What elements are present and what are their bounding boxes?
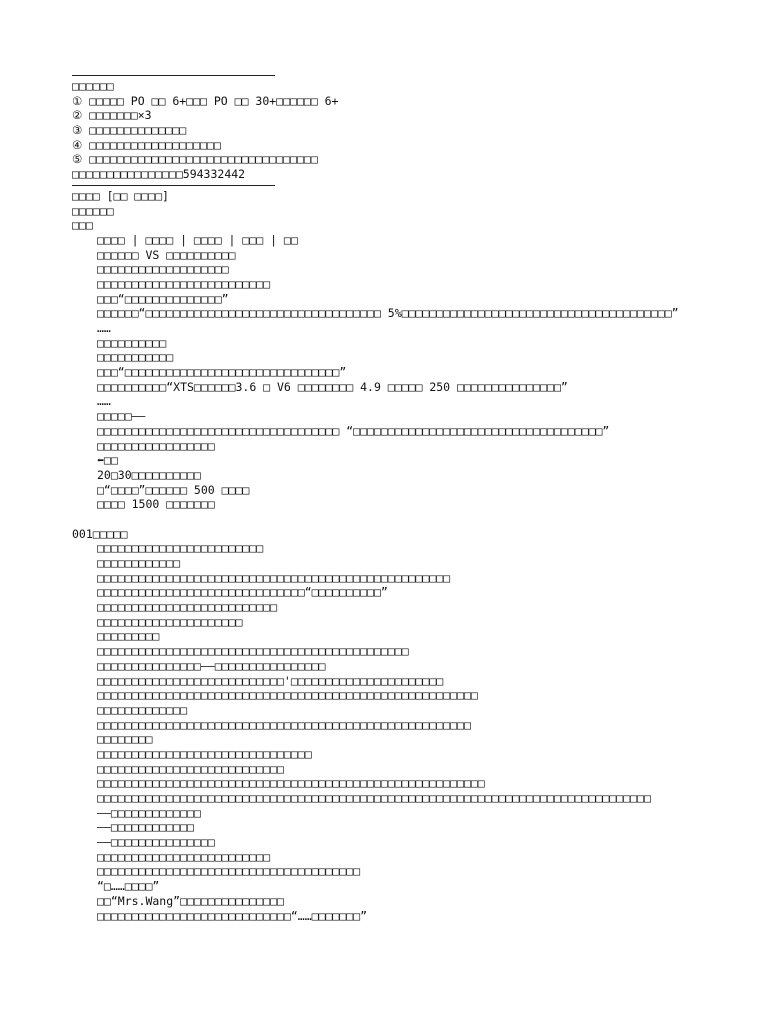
intro-line: □□□□□□□□□□ bbox=[97, 335, 167, 350]
ad-contact-line: □□□□□□□□□□□□□□□□594332442 bbox=[72, 167, 246, 182]
intro-ellipsis: …… bbox=[97, 321, 111, 335]
chapter-body bbox=[72, 541, 712, 923]
chapter-line: □□□□□□□□□□□□ bbox=[97, 556, 181, 570]
ad-line: ⑤ □□□□□□□□□□□□□□□□□□□□□□□□□□□□□□□□□ bbox=[72, 152, 318, 167]
chapter-line: □□□□□□□□□□□□□□□□□□□□□□□□□□□□□□“□□□□□□□□□□” bbox=[97, 585, 388, 600]
intro-line: □□□□ 1500 □□□□□□□ bbox=[97, 497, 215, 512]
section-gap bbox=[72, 512, 712, 527]
intro-line: □“□□□□”□□□□□□ 500 □□□□ bbox=[97, 482, 250, 497]
intro-line: □□□□□□ VS □□□□□□□□□□ bbox=[97, 247, 236, 262]
chapter-line: □□□□□□□□□□□□□□□□□□□□□ bbox=[97, 614, 243, 629]
book-subline: □□□□□□ bbox=[72, 203, 114, 218]
intro-line: □□□“□□□□□□□□□□□□□□□□□□□□□□□□□□□□□□□” bbox=[97, 365, 347, 380]
chapter-line: □□□□□□□□□□□□□□□□□□□□□□□□□□□□□□□□□□□□□□□□□□□□□ bbox=[97, 644, 409, 659]
ad-block bbox=[72, 79, 712, 182]
bottom-divider bbox=[72, 182, 712, 189]
intro-line: □□□□□□□□□□“XTS□□□□□□3.6 □ V6 □□□□□□□□ 4.9 □□□□□ 250 □□□□□□□□□□□□□□□” bbox=[97, 379, 568, 394]
intro-line: □□□□□□□□□□□□□□□□□□□□□□□□□ bbox=[97, 276, 271, 291]
intro-line: □□□□□□□□□□□□□□□□□□□ bbox=[97, 262, 229, 277]
chapter-line: □□□□□□□□□□□□□□□□□□□□□□□□□□□'□□□□□□□□□□□□□□□□□□□□□□ bbox=[97, 673, 444, 688]
intro-line: □□□□□□□□□□□□□□□□□ bbox=[97, 438, 215, 453]
chapter-dash-line: ——□□□□□□□□□□□□□□□ bbox=[97, 835, 215, 850]
chapter-line: □□□□□□□□□□□□□□□□□□□□□□□□□ bbox=[97, 849, 271, 864]
chapter-line: □□□□□□□□ bbox=[97, 732, 153, 747]
intro-line: □□□□□□□□□□□□□□□□□□□□□□□□□□□□□□□□□□□ “□□□□□□□□□□□□□□□□□□□□□□□□□□□□□□□□□□□□” bbox=[97, 423, 610, 438]
chapter-line: □□□□□□□□□□□□□ bbox=[97, 702, 188, 717]
ad-line: ② □□□□□□□×3 bbox=[72, 108, 152, 123]
intro-line: 20□30□□□□□□□□□□ bbox=[97, 467, 201, 482]
ad-line: ③ □□□□□□□□□□□□□□ bbox=[72, 123, 187, 138]
intro-tags-line: □□□□ | □□□□ | □□□□ | □□□ | □□ bbox=[97, 232, 298, 247]
intro-line: □□□□□—— bbox=[97, 409, 146, 424]
chapter-dash-line: ——□□□□□□□□□□□□□ bbox=[97, 805, 201, 820]
chapter-line: □□□□□□□□□□□□□□□□□□□□□□□□□□□□□□□□□□□□□□□□□□□□□□□□□□□ bbox=[97, 570, 451, 585]
chapter-line: □□□□□□□□□□□□□□□□□□□□□□□□□□ bbox=[97, 600, 278, 615]
ad-line: □□□□□□ bbox=[72, 79, 114, 93]
intro-line: □□□□□□□□□□□ bbox=[97, 350, 174, 365]
chapter-quote-line: “□……□□□□” bbox=[97, 879, 160, 894]
chapter-line: □□□□□□□□□ bbox=[97, 629, 160, 644]
chapter-line: □□□□□□□□□□□□□□□□□□□□□□□□□□□□□□□□□□□□□□□□□□□□□□□□□□□□□□□ bbox=[97, 688, 478, 703]
book-subline: □□□ bbox=[72, 218, 93, 233]
chapter-line: □□□□□□□□□□□□□□□□□□□□□□□□□□□□□□□□□□□□□□□□□□□□□□□□□□□□□□□□ bbox=[97, 776, 485, 791]
chapter-line: □□“Mrs.Wang”□□□□□□□□□□□□□□□ bbox=[97, 893, 284, 908]
intro-line: □□□□□□“□□□□□□□□□□□□□□□□□□□□□□□□□□□□□□□□□□ 5%□□□□□□□□□□□□□□□□□□□□□□□□□□□□□□□□□□□□□□□” bbox=[97, 306, 679, 321]
chapter-line: □□□□□□□□□□□□□□□□□□□□□□□□□□□ bbox=[97, 761, 284, 776]
chapter-line: □□□□□□□□□□□□□□□□□□□□□□□□□□□□□□□ bbox=[97, 746, 312, 761]
chapter-line: □□□□□□□□□□□□□□□□□□□□□□□□□□□□□□□□□□□□□□□□□□□□□□□□□□□□□□□□□□□□□□□□□□□□□□□□□□□□□□□□ bbox=[97, 791, 651, 805]
chapter-line: □□□□□□□□□□□□□□□□□□□□□□□□□□□□“……□□□□□□□” bbox=[97, 908, 368, 923]
chapter-dash-line: ——□□□□□□□□□□□□ bbox=[97, 820, 194, 835]
chapter-line: □□□□□□□□□□□□□□□——□□□□□□□□□□□□□□□□ bbox=[97, 658, 326, 673]
chapter-line: □□□□□□□□□□□□□□□□□□□□□□□□ bbox=[97, 541, 264, 556]
book-title-line: □□□□ [□□ □□□□] bbox=[72, 188, 169, 203]
chapter-line: □□□□□□□□□□□□□□□□□□□□□□□□□□□□□□□□□□□□□□ bbox=[97, 864, 361, 879]
intro-arrow-line: ⬅□□ bbox=[97, 453, 118, 468]
chapter-heading: 001□□□□□ bbox=[72, 526, 128, 541]
chapter-line: □□□□□□□□□□□□□□□□□□□□□□□□□□□□□□□□□□□□□□□□□□□□□□□□□□□□□□ bbox=[97, 717, 471, 732]
ad-line: ① □□□□□ PO □□ 6+□□□ PO □□ 30+□□□□□□ 6+ bbox=[72, 93, 339, 108]
document-page bbox=[72, 72, 712, 923]
intro-line: □□□“□□□□□□□□□□□□□□” bbox=[97, 291, 229, 306]
book-intro bbox=[72, 233, 712, 512]
top-divider bbox=[72, 72, 712, 79]
ad-line: ④ □□□□□□□□□□□□□□□□□□□ bbox=[72, 137, 221, 152]
intro-ellipsis: …… bbox=[97, 394, 111, 409]
